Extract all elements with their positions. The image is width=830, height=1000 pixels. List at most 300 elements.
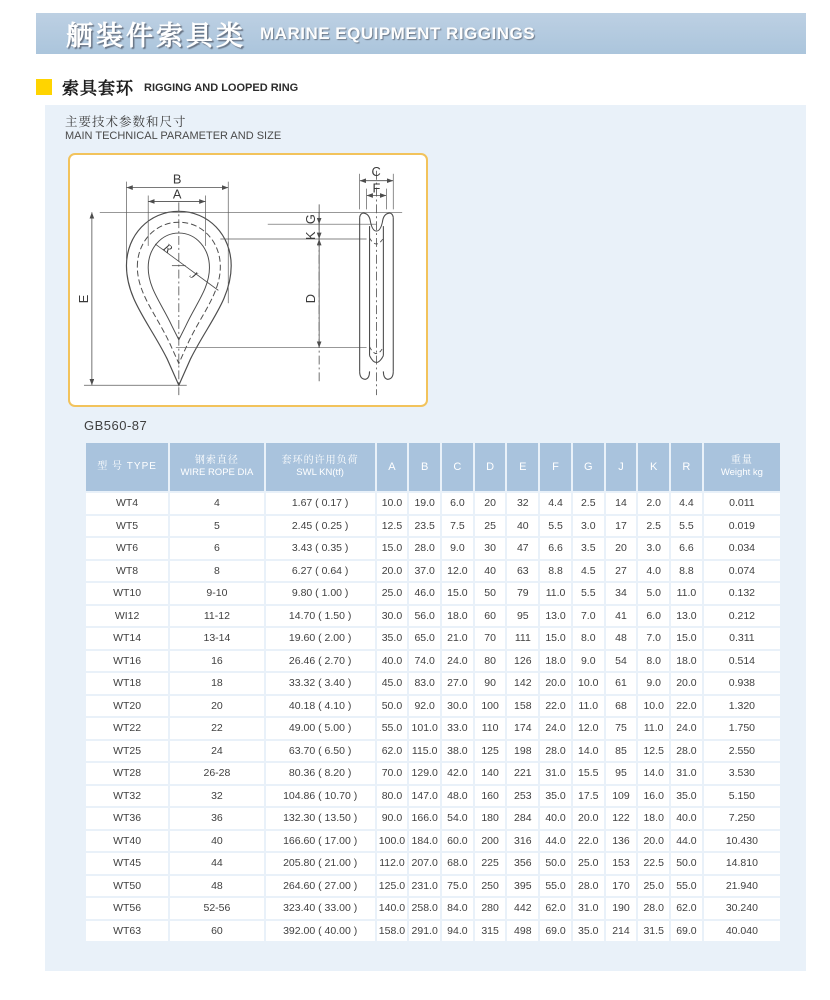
- table-row: [86, 808, 780, 829]
- table-cell: 94.0: [442, 921, 473, 942]
- table-cell: 174: [507, 718, 538, 739]
- table-cell: 4.5: [573, 561, 604, 582]
- table-cell: 166.0: [409, 808, 440, 829]
- table-cell: 11.0: [540, 583, 571, 604]
- table-cell: 5.150: [704, 786, 780, 807]
- table-cell: 24.0: [671, 718, 702, 739]
- table-cell: 100.0: [377, 831, 408, 852]
- table-cell: 55.0: [540, 876, 571, 897]
- table-cell: 40: [507, 516, 538, 537]
- table-cell: 15.0: [540, 628, 571, 649]
- table-cell: 21.0: [442, 628, 473, 649]
- table-cell: 10.0: [638, 696, 669, 717]
- table-cell: 22.5: [638, 853, 669, 874]
- table-cell: 0.074: [704, 561, 780, 582]
- column-header-e: E: [507, 443, 538, 491]
- table-cell: 44.0: [540, 831, 571, 852]
- table-cell: 13.0: [540, 606, 571, 627]
- table-cell: 112.0: [377, 853, 408, 874]
- table-cell: 44: [170, 853, 264, 874]
- table-cell: 85: [606, 741, 637, 762]
- table-cell: 11.0: [638, 718, 669, 739]
- subtitle-zh: 主要技术参数和尺寸: [65, 115, 187, 129]
- table-cell: 48: [606, 628, 637, 649]
- table-cell: 24.0: [540, 718, 571, 739]
- table-cell: 18.0: [671, 651, 702, 672]
- table-cell: 42.0: [442, 763, 473, 784]
- table-row: [86, 493, 780, 514]
- table-cell: 9.80 ( 1.00 ): [266, 583, 375, 604]
- table-cell: 20.0: [638, 831, 669, 852]
- table-cell: 184.0: [409, 831, 440, 852]
- table-cell: 31.0: [671, 763, 702, 784]
- table-cell: 9.0: [638, 673, 669, 694]
- label-R: R: [160, 240, 176, 256]
- column-header-swl: 套环的许用负荷 SWL KN(tf): [266, 443, 375, 491]
- table-cell: 35.0: [377, 628, 408, 649]
- table-cell: WT20: [86, 696, 168, 717]
- table-cell: 7.0: [638, 628, 669, 649]
- table-cell: 31.0: [540, 763, 571, 784]
- table-row: [86, 516, 780, 537]
- table-cell: 0.212: [704, 606, 780, 627]
- table-cell: 28.0: [573, 876, 604, 897]
- table-cell: 20: [606, 538, 637, 559]
- table-cell: 25.0: [377, 583, 408, 604]
- table-cell: 8.0: [638, 651, 669, 672]
- column-header-a: A: [377, 443, 408, 491]
- table-cell: 22.0: [540, 696, 571, 717]
- table-cell: 18.0: [442, 606, 473, 627]
- page-banner: [36, 13, 806, 54]
- table-cell: 111: [507, 628, 538, 649]
- table-cell: 395: [507, 876, 538, 897]
- table-cell: 10.0: [377, 493, 408, 514]
- table-cell: 6.0: [638, 606, 669, 627]
- table-cell: 6.27 ( 0.64 ): [266, 561, 375, 582]
- table-cell: 54.0: [442, 808, 473, 829]
- table-cell: 16: [170, 651, 264, 672]
- column-header-wire-rope-dia: 钢索直径 WIRE ROPE DIA: [170, 443, 264, 491]
- table-cell: 160: [475, 786, 506, 807]
- table-cell: 3.5: [573, 538, 604, 559]
- table-cell: 140.0: [377, 898, 408, 919]
- table-cell: 100: [475, 696, 506, 717]
- table-cell: WT50: [86, 876, 168, 897]
- yellow-square-icon: [36, 79, 52, 95]
- table-row: [86, 741, 780, 762]
- table-row: [86, 696, 780, 717]
- table-cell: 291.0: [409, 921, 440, 942]
- table-cell: 95: [507, 606, 538, 627]
- table-cell: 41: [606, 606, 637, 627]
- table-cell: 200: [475, 831, 506, 852]
- table-cell: 15.0: [442, 583, 473, 604]
- table-cell: 198: [507, 741, 538, 762]
- table-cell: 60: [475, 606, 506, 627]
- table-cell: 35.0: [671, 786, 702, 807]
- table-cell: 166.60 ( 17.00 ): [266, 831, 375, 852]
- table-cell: 50.0: [671, 853, 702, 874]
- table-cell: 56.0: [409, 606, 440, 627]
- table-row: [86, 921, 780, 942]
- table-cell: 61: [606, 673, 637, 694]
- banner-title-en: MARINE EQUIPMENT RIGGINGS: [260, 23, 536, 43]
- table-cell: 90: [475, 673, 506, 694]
- table-cell: 74.0: [409, 651, 440, 672]
- table-cell: 60.0: [442, 831, 473, 852]
- table-row: [86, 561, 780, 582]
- table-cell: 14.0: [573, 741, 604, 762]
- table-cell: 15.0: [377, 538, 408, 559]
- table-cell: 16.0: [638, 786, 669, 807]
- table-cell: 25.0: [638, 876, 669, 897]
- table-cell: 49.00 ( 5.00 ): [266, 718, 375, 739]
- table-header-row: [86, 443, 780, 491]
- table-cell: 18.0: [638, 808, 669, 829]
- table-cell: 5.0: [638, 583, 669, 604]
- table-cell: 23.5: [409, 516, 440, 537]
- table-cell: 11-12: [170, 606, 264, 627]
- table-cell: 18: [170, 673, 264, 694]
- table-cell: 170: [606, 876, 637, 897]
- table-row: [86, 853, 780, 874]
- table-cell: 158.0: [377, 921, 408, 942]
- table-cell: 40.0: [540, 808, 571, 829]
- table-cell: 40.0: [671, 808, 702, 829]
- table-cell: 1.320: [704, 696, 780, 717]
- table-cell: 4.0: [638, 561, 669, 582]
- table-cell: 442: [507, 898, 538, 919]
- table-cell: 40.0: [377, 651, 408, 672]
- table-cell: 69.0: [540, 921, 571, 942]
- label-F: F: [372, 180, 381, 196]
- table-cell: 132.30 ( 13.50 ): [266, 808, 375, 829]
- table-cell: 37.0: [409, 561, 440, 582]
- table-cell: 80.0: [377, 786, 408, 807]
- table-cell: 8.8: [540, 561, 571, 582]
- table-cell: 65.0: [409, 628, 440, 649]
- table-cell: WT25: [86, 741, 168, 762]
- table-cell: 20.0: [540, 673, 571, 694]
- table-cell: WT18: [86, 673, 168, 694]
- table-cell: 6.6: [540, 538, 571, 559]
- table-cell: 79: [507, 583, 538, 604]
- table-row: [86, 651, 780, 672]
- table-cell: 25: [475, 516, 506, 537]
- table-cell: 35.0: [540, 786, 571, 807]
- table-cell: WT8: [86, 561, 168, 582]
- table-cell: 205.80 ( 21.00 ): [266, 853, 375, 874]
- table-cell: 0.938: [704, 673, 780, 694]
- table-cell: 20.0: [377, 561, 408, 582]
- table-cell: 34: [606, 583, 637, 604]
- table-row: [86, 718, 780, 739]
- table-cell: 115.0: [409, 741, 440, 762]
- standard-code: GB560-87: [84, 418, 148, 433]
- table-cell: WT4: [86, 493, 168, 514]
- thimble-drawing-svg: [70, 155, 426, 405]
- table-cell: 11.0: [671, 583, 702, 604]
- table-cell: 80.36 ( 8.20 ): [266, 763, 375, 784]
- table-row: [86, 606, 780, 627]
- table-cell: WT36: [86, 808, 168, 829]
- table-cell: 33.32 ( 3.40 ): [266, 673, 375, 694]
- table-cell: 24: [170, 741, 264, 762]
- table-cell: 20.0: [671, 673, 702, 694]
- table-cell: 75: [606, 718, 637, 739]
- table-cell: 15.5: [573, 763, 604, 784]
- table-cell: 110: [475, 718, 506, 739]
- table-cell: WT40: [86, 831, 168, 852]
- table-cell: 32: [170, 786, 264, 807]
- table-cell: 5.5: [671, 516, 702, 537]
- table-cell: 14.70 ( 1.50 ): [266, 606, 375, 627]
- table-cell: 47: [507, 538, 538, 559]
- label-G: G: [303, 214, 319, 225]
- table-cell: 54: [606, 651, 637, 672]
- table-cell: 14: [606, 493, 637, 514]
- table-cell: 25.0: [573, 853, 604, 874]
- table-cell: 30: [475, 538, 506, 559]
- table-cell: 4: [170, 493, 264, 514]
- table-cell: 5.5: [573, 583, 604, 604]
- section-heading: [36, 74, 298, 99]
- table-cell: 8.0: [573, 628, 604, 649]
- table-cell: WI12: [86, 606, 168, 627]
- label-C: C: [371, 163, 381, 179]
- table-cell: 50.0: [377, 696, 408, 717]
- table-cell: 62.0: [671, 898, 702, 919]
- table-cell: 90.0: [377, 808, 408, 829]
- table-cell: 22.0: [671, 696, 702, 717]
- table-cell: 36: [170, 808, 264, 829]
- table-cell: WT14: [86, 628, 168, 649]
- specification-table: [84, 441, 782, 943]
- table-row: [86, 583, 780, 604]
- table-cell: 158: [507, 696, 538, 717]
- table-cell: 13-14: [170, 628, 264, 649]
- table-cell: 28.0: [671, 741, 702, 762]
- column-header-b: B: [409, 443, 440, 491]
- table-cell: WT63: [86, 921, 168, 942]
- table-cell: 253: [507, 786, 538, 807]
- table-cell: 9-10: [170, 583, 264, 604]
- table-cell: 126: [507, 651, 538, 672]
- table-cell: 19.60 ( 2.00 ): [266, 628, 375, 649]
- table-cell: 142: [507, 673, 538, 694]
- table-row: [86, 876, 780, 897]
- table-cell: 26-28: [170, 763, 264, 784]
- column-header-r: R: [671, 443, 702, 491]
- table-cell: 63: [507, 561, 538, 582]
- table-cell: 22.0: [573, 831, 604, 852]
- table-cell: 0.514: [704, 651, 780, 672]
- subtitle-en: MAIN TECHNICAL PARAMETER AND SIZE: [65, 130, 282, 142]
- content-panel: [45, 105, 806, 971]
- table-row: [86, 628, 780, 649]
- table-cell: 122: [606, 808, 637, 829]
- table-cell: 109: [606, 786, 637, 807]
- table-cell: 6.0: [442, 493, 473, 514]
- label-A: A: [172, 186, 182, 202]
- table-cell: 83.0: [409, 673, 440, 694]
- table-cell: 264.60 ( 27.00 ): [266, 876, 375, 897]
- table-row: [86, 538, 780, 559]
- table-cell: WT56: [86, 898, 168, 919]
- table-cell: 31.5: [638, 921, 669, 942]
- label-K: K: [303, 231, 319, 240]
- table-cell: WT5: [86, 516, 168, 537]
- table-cell: 60: [170, 921, 264, 942]
- table-cell: 231.0: [409, 876, 440, 897]
- table-cell: 24.0: [442, 651, 473, 672]
- table-cell: 17.5: [573, 786, 604, 807]
- table-cell: 258.0: [409, 898, 440, 919]
- table-cell: 48: [170, 876, 264, 897]
- table-cell: 14.0: [638, 763, 669, 784]
- rig-table-body: [86, 493, 780, 941]
- table-cell: 10.430: [704, 831, 780, 852]
- table-cell: 33.0: [442, 718, 473, 739]
- table-cell: 8: [170, 561, 264, 582]
- table-cell: 214: [606, 921, 637, 942]
- table-cell: 68.0: [442, 853, 473, 874]
- label-J: J: [187, 267, 201, 282]
- table-cell: 69.0: [671, 921, 702, 942]
- table-cell: 7.0: [573, 606, 604, 627]
- thimble-technical-drawing: [68, 153, 428, 407]
- table-cell: 50.0: [540, 853, 571, 874]
- table-cell: 0.019: [704, 516, 780, 537]
- table-cell: 7.250: [704, 808, 780, 829]
- label-D: D: [303, 293, 319, 304]
- table-cell: 0.311: [704, 628, 780, 649]
- table-cell: 125: [475, 741, 506, 762]
- table-cell: 2.45 ( 0.25 ): [266, 516, 375, 537]
- table-cell: 7.5: [442, 516, 473, 537]
- column-header-weight: 重量 Weight kg: [704, 443, 780, 491]
- table-cell: 10.0: [573, 673, 604, 694]
- table-cell: 129.0: [409, 763, 440, 784]
- table-cell: 40: [170, 831, 264, 852]
- table-cell: 46.0: [409, 583, 440, 604]
- table-cell: 28.0: [638, 898, 669, 919]
- table-cell: 19.0: [409, 493, 440, 514]
- table-cell: 15.0: [671, 628, 702, 649]
- table-cell: 3.0: [573, 516, 604, 537]
- table-cell: 50: [475, 583, 506, 604]
- table-cell: 40.040: [704, 921, 780, 942]
- table-row: [86, 831, 780, 852]
- table-cell: 26.46 ( 2.70 ): [266, 651, 375, 672]
- table-cell: 316: [507, 831, 538, 852]
- table-cell: 2.5: [573, 493, 604, 514]
- label-B: B: [172, 171, 182, 187]
- table-cell: 4.4: [671, 493, 702, 514]
- table-cell: 20.0: [573, 808, 604, 829]
- table-cell: 101.0: [409, 718, 440, 739]
- table-cell: 12.5: [377, 516, 408, 537]
- table-cell: 147.0: [409, 786, 440, 807]
- table-cell: 9.0: [442, 538, 473, 559]
- table-cell: 20: [170, 696, 264, 717]
- table-cell: 2.5: [638, 516, 669, 537]
- table-cell: 356: [507, 853, 538, 874]
- table-cell: WT28: [86, 763, 168, 784]
- table-cell: 95: [606, 763, 637, 784]
- table-cell: 125.0: [377, 876, 408, 897]
- column-header-d: D: [475, 443, 506, 491]
- table-cell: 3.530: [704, 763, 780, 784]
- table-cell: 30.0: [442, 696, 473, 717]
- table-cell: 55.0: [377, 718, 408, 739]
- column-header-f: F: [540, 443, 571, 491]
- table-row: [86, 673, 780, 694]
- table-cell: 250: [475, 876, 506, 897]
- table-cell: 55.0: [671, 876, 702, 897]
- column-header-type: 型 号 TYPE: [86, 443, 168, 491]
- table-cell: WT45: [86, 853, 168, 874]
- table-cell: 38.0: [442, 741, 473, 762]
- table-cell: 17: [606, 516, 637, 537]
- table-cell: 392.00 ( 40.00 ): [266, 921, 375, 942]
- table-cell: 136: [606, 831, 637, 852]
- table-cell: 44.0: [671, 831, 702, 852]
- table-cell: 1.750: [704, 718, 780, 739]
- table-cell: 0.132: [704, 583, 780, 604]
- table-cell: 0.034: [704, 538, 780, 559]
- table-row: [86, 786, 780, 807]
- table-cell: 12.0: [442, 561, 473, 582]
- table-cell: 225: [475, 853, 506, 874]
- table-cell: 8.8: [671, 561, 702, 582]
- table-cell: WT10: [86, 583, 168, 604]
- column-header-j: J: [606, 443, 637, 491]
- table-cell: WT16: [86, 651, 168, 672]
- table-cell: 180: [475, 808, 506, 829]
- table-cell: 5: [170, 516, 264, 537]
- table-cell: 12.0: [573, 718, 604, 739]
- table-cell: 35.0: [573, 921, 604, 942]
- table-cell: 9.0: [573, 651, 604, 672]
- table-cell: 40: [475, 561, 506, 582]
- table-cell: 75.0: [442, 876, 473, 897]
- table-row: [86, 763, 780, 784]
- table-cell: WT22: [86, 718, 168, 739]
- table-cell: 28.0: [409, 538, 440, 559]
- table-cell: WT6: [86, 538, 168, 559]
- table-cell: 62.0: [540, 898, 571, 919]
- table-cell: 22: [170, 718, 264, 739]
- table-cell: 84.0: [442, 898, 473, 919]
- table-cell: 280: [475, 898, 506, 919]
- table-cell: 70.0: [377, 763, 408, 784]
- table-cell: 0.011: [704, 493, 780, 514]
- table-cell: 12.5: [638, 741, 669, 762]
- table-cell: 32: [507, 493, 538, 514]
- table-cell: 63.70 ( 6.50 ): [266, 741, 375, 762]
- section-title-en: RIGGING AND LOOPED RING: [144, 82, 299, 94]
- table-cell: 2.0: [638, 493, 669, 514]
- table-cell: 27: [606, 561, 637, 582]
- column-header-k: K: [638, 443, 669, 491]
- section-title-zh: 索具套环: [62, 79, 134, 98]
- table-cell: 92.0: [409, 696, 440, 717]
- column-header-c: C: [442, 443, 473, 491]
- table-cell: 3.43 ( 0.35 ): [266, 538, 375, 559]
- table-cell: 11.0: [573, 696, 604, 717]
